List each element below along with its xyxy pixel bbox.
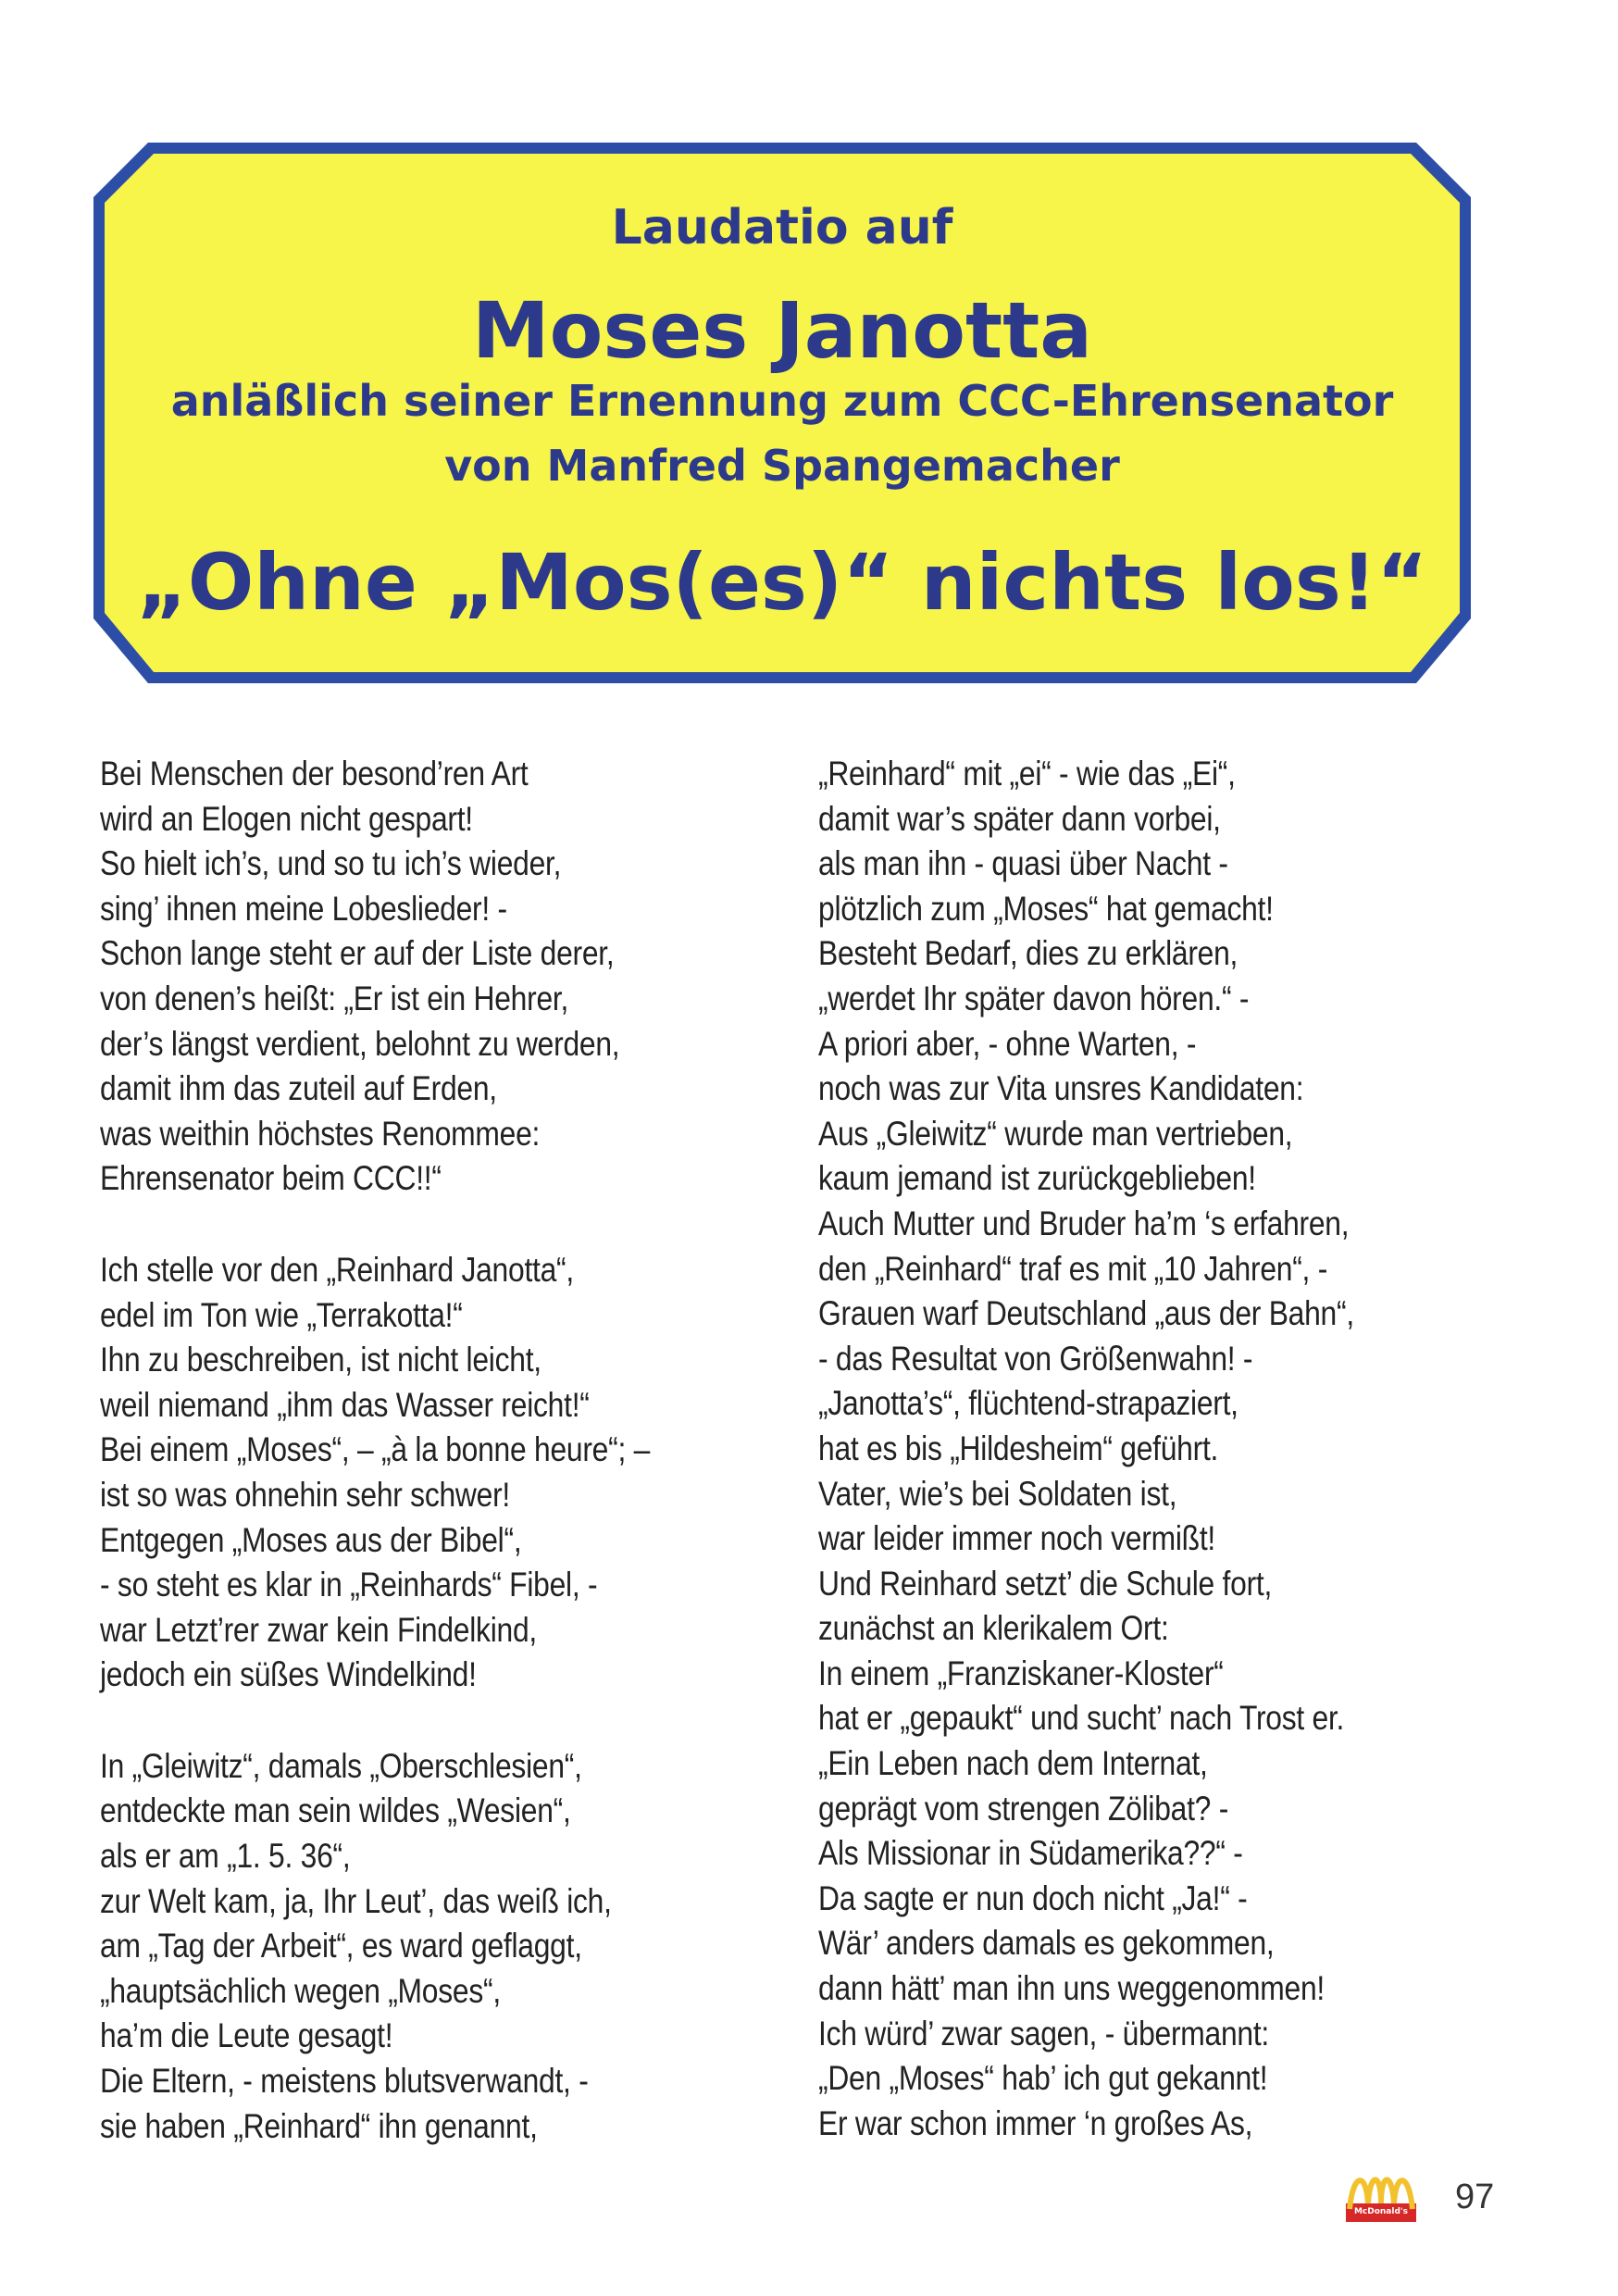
- poem-line: Grauen warf Deutschland „aus der Bahn“,: [818, 1294, 1354, 1333]
- poem-line: In einem „Franziskaner-Kloster“: [818, 1653, 1224, 1692]
- poem-line: war leider immer noch vermißt!: [818, 1519, 1216, 1558]
- poem-line: Schon lange steht er auf der Liste derer,: [100, 934, 615, 973]
- poem-line: - so steht es klar in „Reinhards“ Fibel, -: [100, 1566, 598, 1604]
- poem-stanza: [100, 1248, 650, 1698]
- logo-text: McDonald's: [1353, 2207, 1409, 2216]
- poem-line: In „Gleiwitz“, damals „Oberschlesien“,: [100, 1746, 582, 1785]
- poem-line: „Janotta’s“, flüchtend-strapaziert,: [818, 1384, 1238, 1423]
- author-line: von Manfred Spangemacher: [444, 441, 1120, 491]
- poem-line: hat er „gepaukt“ und sucht’ nach Trost er.: [818, 1699, 1345, 1738]
- poem-line: plötzlich zum „Moses“ hat gemacht!: [818, 889, 1274, 928]
- title-box: [88, 137, 1476, 693]
- poem-stanza: [100, 1744, 650, 2149]
- poem-line: ist so was ohnehin sehr schwer!: [100, 1475, 511, 1514]
- poem-line: Da sagte er nun doch nicht „Ja!“ -: [818, 1878, 1248, 1917]
- poem-line: Die Eltern, - meistens blutsverwandt, -: [100, 2062, 589, 2101]
- poem-line: kaum jemand ist zurückgeblieben!: [818, 1159, 1256, 1198]
- poem-line: Und Reinhard setzt’ die Schule fort,: [818, 1564, 1273, 1603]
- poem-line: war Letzt’rer zwar kein Findelkind,: [100, 1610, 537, 1649]
- poem-line: Wär’ anders damals es gekommen,: [818, 1924, 1275, 1963]
- title-text-block: [88, 137, 1476, 693]
- poem-line: weil niemand „ihm das Wasser reicht!“: [100, 1385, 590, 1424]
- poem-line: Ehrensenator beim CCC!!“: [100, 1159, 442, 1198]
- poem-line: Ich würd’ zwar sagen, - übermannt:: [818, 2014, 1270, 2053]
- poem-line: was weithin höchstes Renommee:: [100, 1114, 541, 1153]
- poem-line: als er am „1. 5. 36“,: [100, 1837, 351, 1876]
- poem-line: Auch Mutter und Bruder ha’m ‘s erfahren,: [818, 1204, 1350, 1242]
- poem-line: damit war’s später dann vorbei,: [818, 799, 1221, 838]
- poem-line: Besteht Bedarf, dies zu erklären,: [818, 934, 1238, 973]
- poem-line: edel im Ton wie „Terrakotta!“: [100, 1295, 463, 1334]
- poem-line: der’s längst verdient, belohnt zu werden,: [100, 1024, 620, 1063]
- poem-line: als man ihn - quasi über Nacht -: [818, 844, 1228, 883]
- poem-line: Als Missionar in Südamerika??“ -: [818, 1834, 1243, 1873]
- poem-line: entdeckte man sein wildes „Wesien“,: [100, 1791, 571, 1830]
- honoree-name: Moses Janotta: [472, 285, 1092, 376]
- poem-line: jedoch ein süßes Windelkind!: [100, 1655, 477, 1694]
- poem-title: „Ohne „Mos(es)“ nichts los!“: [136, 537, 1428, 628]
- poem-line: „Ein Leben nach dem Internat,: [818, 1744, 1208, 1783]
- poem-line: den „Reinhard“ traf es mit „10 Jahren“, -: [818, 1249, 1328, 1288]
- occasion-subtitle: anläßlich seiner Ernennung zum CCC-Ehrensenator: [170, 376, 1394, 426]
- poem-line: „Reinhard“ mit „ei“ - wie das „Ei“,: [818, 755, 1236, 792]
- poem-right-column: [818, 752, 1354, 2146]
- poem-line: geprägt vom strengen Zölibat? -: [818, 1789, 1229, 1828]
- poem-line: zur Welt kam, ja, Ihr Leut’, das weiß ich,: [100, 1881, 612, 1920]
- poem-line: damit ihm das zuteil auf Erden,: [100, 1069, 497, 1108]
- poem-line: von denen’s heißt: „Er ist ein Hehrer,: [100, 979, 569, 1017]
- poem-line: sing’ ihnen meine Lobeslieder! -: [100, 889, 507, 928]
- poem-line: „werdet Ihr später davon hören.“ -: [818, 979, 1250, 1017]
- poem-line: ha’m die Leute gesagt!: [100, 2016, 393, 2055]
- poem-line: Ihn zu beschreiben, ist nicht leicht,: [100, 1341, 541, 1379]
- poem-line: - das Resultat von Größenwahn! -: [818, 1339, 1253, 1378]
- poem-line: So hielt ich’s, und so tu ich’s wieder,: [100, 844, 562, 883]
- page-number: 97: [1455, 2177, 1495, 2216]
- poem-line: Er war schon immer ‘n großes As,: [818, 2103, 1253, 2142]
- poem-line: sie haben „Reinhard“ ihn genannt,: [100, 2106, 538, 2145]
- mcdonalds-logo-icon: [1344, 2166, 1418, 2226]
- poem-line: Bei Menschen der besond’ren Art: [100, 755, 529, 792]
- poem-line: Entgegen „Moses aus der Bibel“,: [100, 1520, 522, 1559]
- poem-line: noch was zur Vita unsres Kandidaten:: [818, 1069, 1304, 1108]
- poem-line: zunächst an klerikalem Ort:: [818, 1609, 1169, 1648]
- laudatio-heading: Laudatio auf: [611, 200, 953, 256]
- poem-line: wird an Elogen nicht gespart!: [100, 799, 473, 838]
- poem-line: Vater, wie’s bei Soldaten ist,: [818, 1474, 1177, 1513]
- poem-line: Ich stelle vor den „Reinhard Janotta“,: [100, 1250, 574, 1289]
- poem-line: „hauptsächlich wegen „Moses“,: [100, 1971, 501, 2010]
- poem-line: Bei einem „Moses“, – „à la bonne heure“; –: [100, 1430, 651, 1469]
- poem-left-column: [100, 752, 650, 2195]
- poem-line: am „Tag der Arbeit“, es ward geflaggt,: [100, 1927, 582, 1965]
- poem-line: hat es bis „Hildesheim“ geführt.: [818, 1429, 1219, 1467]
- poem-line: Aus „Gleiwitz“ wurde man vertrieben,: [818, 1114, 1293, 1153]
- poem-line: dann hätt’ man ihn uns weggenommen!: [818, 1969, 1326, 2008]
- poem-stanza: [100, 752, 650, 1202]
- poem-line: „Den „Moses“ hab’ ich gut gekannt!: [818, 2059, 1268, 2098]
- poem-line: A priori aber, - ohne Warten, -: [818, 1024, 1197, 1063]
